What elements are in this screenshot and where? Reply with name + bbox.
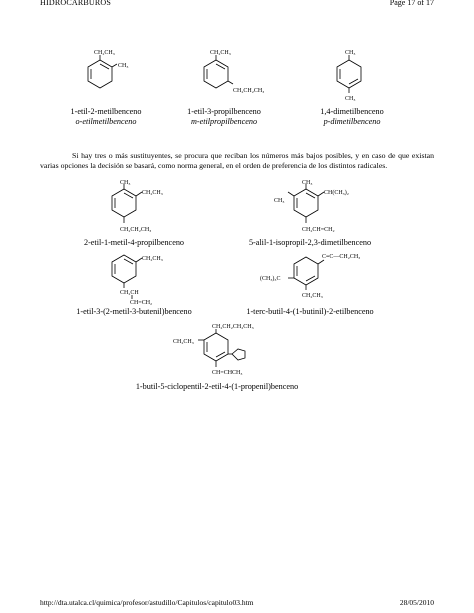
substituent-label: CH₂CH₃ bbox=[94, 50, 115, 56]
substituent-label: CH₃ bbox=[345, 96, 356, 102]
caption-1-terc-butil-4-(1-butinil)-2-etilbenceno: 1-terc-butil-4-(1-butinil)-2-etilbenceno bbox=[246, 307, 374, 316]
structure-2-etil-1-metil-4-propilbenceno bbox=[100, 180, 180, 238]
footer-date: 28/05/2010 bbox=[399, 598, 434, 607]
footer-url: http://dta.utalca.cl/quimica/profesor/astudillo/Capitulos/capitulo03.htm bbox=[40, 598, 254, 607]
substituent-label: CH₃ bbox=[120, 180, 131, 186]
caption-5-alil-1-isopropil-2,3-dimetilbenceno: 5-alil-1-isopropil-2,3-dimetilbenceno bbox=[248, 238, 372, 247]
structure-1-butil-5-ciclopentil-2-etil-4-(1-propenil)benceno bbox=[168, 326, 288, 384]
substituent-label: CH=CHCH₃ bbox=[212, 370, 243, 376]
substituent-label: CH₂CH₃ bbox=[142, 256, 163, 262]
caption-1-butil-5-ciclopentil-2-etil-4-(1-propenil)benceno: 1-butil-5-ciclopentil-2-etil-4-(1-propenil)benceno bbox=[135, 382, 299, 391]
substituent-label: CH₂CH₂CH₃ bbox=[233, 88, 265, 94]
caption-2-etil-1-metil-4-propilbenceno: 2-etil-1-metil-4-propilbenceno bbox=[83, 238, 185, 247]
substituent-label: CH₃ bbox=[118, 63, 129, 69]
substituent-label: CH₂CH₂CH₃ bbox=[120, 227, 152, 233]
substituent-label: CH=CH₂ bbox=[130, 300, 153, 306]
substituent-label: CH₂CH₃ bbox=[173, 339, 194, 345]
substituent-label: C≡C—CH₂CH₃ bbox=[322, 254, 361, 260]
structure-5-alil-1-isopropil-2,3-dimetilbenceno bbox=[272, 180, 372, 238]
document-title: HIDROCARBUROS bbox=[40, 0, 112, 7]
substituent-label: CH₂CH₃ bbox=[142, 190, 163, 196]
substituent-label: (CH₃)₃C bbox=[260, 276, 281, 282]
structure-1,4-dimetilbenceno bbox=[325, 52, 375, 107]
substituent-label: CH₂CH₃ bbox=[210, 50, 231, 56]
caption-1-etil-3-(2-metil-3-butenil)benceno: 1-etil-3-(2-metil-3-butenil)benceno bbox=[76, 307, 192, 316]
substituent-label: CH₂CH₃ bbox=[302, 293, 323, 299]
page-number: Page 17 of 17 bbox=[389, 0, 434, 7]
substituent-label: CH₃ bbox=[345, 50, 356, 56]
caption-1,4-dimetilbenceno: 1,4-dimetilbenceno p-dimetilbenceno bbox=[320, 107, 384, 126]
caption-1-etil-3-propilbenceno: 1-etil-3-propilbenceno m-etilpropilbenceno bbox=[187, 107, 261, 126]
substituent-label: CH₂CH=CH₂ bbox=[302, 227, 335, 233]
structure-1-etil-3-propilbenceno bbox=[190, 52, 270, 102]
structure-1-terc-butil-4-(1-butinil)-2-etilbenceno bbox=[258, 250, 368, 305]
substituent-label: CH(CH₃)₂ bbox=[324, 190, 349, 196]
structure-1-etil-3-(2-metil-3-butenil)benceno bbox=[100, 250, 180, 305]
rule-paragraph: Si hay tres o más sustituyentes, se procura que reciban los números más bajos posibles, y en caso de que existan varias opciones la decisión se basará, como norma general, en el orden de preferencia de los distintos radicales. bbox=[40, 150, 434, 171]
structure-1-etil-2-metilbenceno bbox=[74, 52, 134, 102]
caption-1-etil-2-metilbenceno: 1-etil-2-metilbenceno o-etilmetilbenceno bbox=[70, 107, 142, 126]
substituent-label: CH₂CH₂CH₂CH₃ bbox=[212, 324, 254, 330]
substituent-label: CH₂CH bbox=[120, 290, 139, 296]
substituent-label: CH₃ bbox=[302, 180, 313, 186]
substituent-label: CH₃ bbox=[274, 198, 285, 204]
